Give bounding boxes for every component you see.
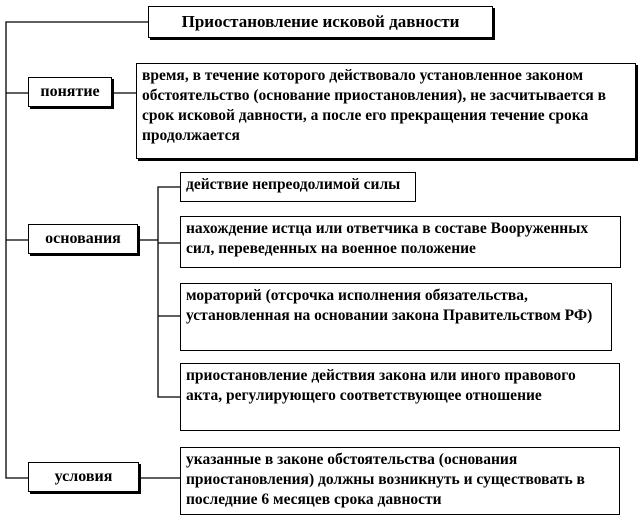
definition-box <box>136 63 636 159</box>
ground-item-text: действие непреодолимой силы <box>186 176 401 193</box>
condition-item-text: указанные в законе обстоятельства (основания приостановления) должны возникнуть и существовать в последние 6 месяцев срока давности <box>186 451 585 508</box>
ground-item-text: нахождение истца или ответчика в составе Вооруженных сил, переведенных на военное положение <box>186 220 589 257</box>
ground-item <box>180 216 621 268</box>
ground-item-text: приостановление действия закона или иного правового акта, регулирующего соответствующее отношение <box>186 367 576 404</box>
definition-text: время, в течение которого действовало установленное законом обстоятельство (основание приостановления), не засчитывается в срок исковой давности, а после его прекращения течение срока продолжается <box>142 67 607 144</box>
diagram-title-text: Приостановление исковой давности <box>181 12 460 31</box>
link-osnovaniya-bracket <box>158 187 180 397</box>
section-label-ponyatie-text: понятие <box>40 83 100 100</box>
diagram-title <box>148 6 493 38</box>
section-label-ponyatie <box>28 77 112 107</box>
section-label-osnovaniya <box>28 224 138 254</box>
ground-item <box>180 363 620 431</box>
ground-item <box>180 283 612 351</box>
ground-item <box>180 172 416 202</box>
section-label-usloviya-text: условия <box>54 468 113 485</box>
section-label-usloviya <box>28 462 139 492</box>
ground-item-text: мораторий (отсрочка исполнения обязательства, установленная на основании закона Правительством РФ) <box>186 287 593 324</box>
condition-item <box>180 447 620 515</box>
section-label-osnovaniya-text: основания <box>45 230 121 247</box>
